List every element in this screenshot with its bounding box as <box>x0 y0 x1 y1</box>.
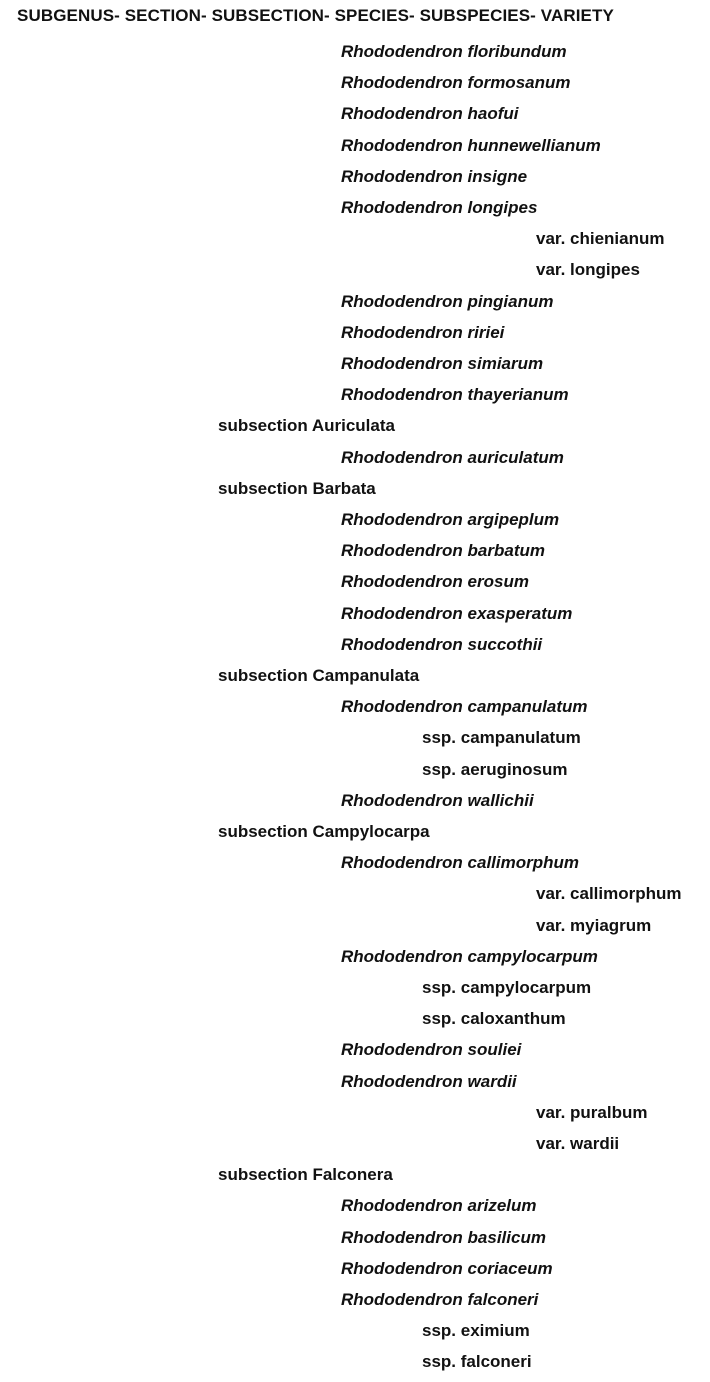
species-row <box>0 504 710 535</box>
variety-name: var. myiagrum <box>536 915 652 935</box>
variety-name: var. chienianum <box>536 229 665 249</box>
variety-name: var. longipes <box>536 260 640 280</box>
species-name: Rhododendron haofui <box>341 104 519 124</box>
species-name: Rhododendron wallichii <box>341 790 534 810</box>
subspecies-row <box>0 1346 710 1377</box>
species-name: Rhododendron coriaceum <box>341 1258 553 1278</box>
species-name: Rhododendron campanulatum <box>341 697 588 717</box>
species-name: Rhododendron ririei <box>341 322 505 342</box>
species-row <box>0 130 710 161</box>
column-header: SUBGENUS- SECTION- SUBSECTION- SPECIES- SUBSPECIES- VARIETY <box>17 6 614 25</box>
variety-row <box>0 223 710 254</box>
subspecies-row <box>0 972 710 1003</box>
species-name: Rhododendron erosum <box>341 572 529 592</box>
subspecies-name: ssp. falconeri <box>422 1352 532 1372</box>
species-name: Rhododendron simiarum <box>341 354 544 373</box>
species-row <box>0 535 710 566</box>
species-row <box>0 442 710 473</box>
species-row <box>0 192 710 223</box>
subsection-row <box>0 473 710 504</box>
variety-row <box>0 254 710 285</box>
variety-row <box>0 1097 710 1128</box>
species-name: Rhododendron barbatum <box>341 541 545 561</box>
variety-row <box>0 878 710 909</box>
subsection-name: subsection Campanulata <box>218 666 420 685</box>
subspecies-name: ssp. campylocarpum <box>422 978 592 997</box>
species-row <box>0 36 710 67</box>
species-name: Rhododendron souliei <box>341 1040 522 1060</box>
variety-row <box>0 910 710 941</box>
species-name: Rhododendron thayerianum <box>341 385 569 405</box>
subspecies-row <box>0 1315 710 1346</box>
species-row <box>0 1222 710 1253</box>
subspecies-row <box>0 1003 710 1034</box>
species-row <box>0 1284 710 1315</box>
species-row <box>0 1034 710 1065</box>
species-row <box>0 598 710 629</box>
species-row <box>0 286 710 317</box>
subsection-row <box>0 660 710 691</box>
species-name: Rhododendron argipeplum <box>341 510 560 529</box>
subsection-name: subsection Barbata <box>218 478 376 498</box>
species-row <box>0 67 710 98</box>
subspecies-row <box>0 722 710 753</box>
species-row <box>0 1066 710 1097</box>
subspecies-name: ssp. campanulatum <box>422 728 581 748</box>
species-name: Rhododendron auriculatum <box>341 447 564 467</box>
species-row <box>0 1253 710 1284</box>
species-row <box>0 941 710 972</box>
subsection-name: subsection Falconera <box>218 1165 393 1185</box>
species-row <box>0 161 710 192</box>
species-row <box>0 629 710 660</box>
subspecies-name: ssp. caloxanthum <box>422 1009 566 1029</box>
subsection-name: subsection Auriculata <box>218 416 395 436</box>
species-name: Rhododendron campylocarpum <box>341 946 598 966</box>
subspecies-row <box>0 754 710 785</box>
species-row <box>0 847 710 878</box>
subspecies-name: ssp. aeruginosum <box>422 759 568 779</box>
species-row <box>0 348 710 379</box>
species-name: Rhododendron falconeri <box>341 1290 539 1309</box>
variety-name: var. wardii <box>536 1134 620 1153</box>
species-row <box>0 785 710 816</box>
species-name: Rhododendron exasperatum <box>341 603 573 623</box>
subsection-row <box>0 816 710 847</box>
species-name: Rhododendron hunnewellianum <box>341 135 601 155</box>
subsection-name: subsection Campylocarpa <box>218 822 430 841</box>
species-name: Rhododendron arizelum <box>341 1196 537 1216</box>
subsection-row <box>0 1159 710 1190</box>
subspecies-name: ssp. eximium <box>422 1321 530 1341</box>
variety-row <box>0 1128 710 1159</box>
species-row <box>0 317 710 348</box>
species-row <box>0 566 710 597</box>
species-row <box>0 379 710 410</box>
species-name: Rhododendron basilicum <box>341 1227 546 1247</box>
species-name: Rhododendron floribundum <box>341 42 567 61</box>
species-row <box>0 1190 710 1221</box>
species-name: Rhododendron pingianum <box>341 291 554 311</box>
species-name: Rhododendron succothii <box>341 634 543 654</box>
subsection-row <box>0 410 710 441</box>
species-name: Rhododendron longipes <box>341 198 538 217</box>
variety-name: var. puralbum <box>536 1102 648 1122</box>
species-row <box>0 691 710 722</box>
species-row <box>0 98 710 129</box>
species-name: Rhododendron formosanum <box>341 73 571 93</box>
variety-name: var. callimorphum <box>536 884 682 904</box>
species-name: Rhododendron insigne <box>341 166 528 186</box>
species-name: Rhododendron wardii <box>341 1071 517 1091</box>
species-name: Rhododendron callimorphum <box>341 853 579 873</box>
